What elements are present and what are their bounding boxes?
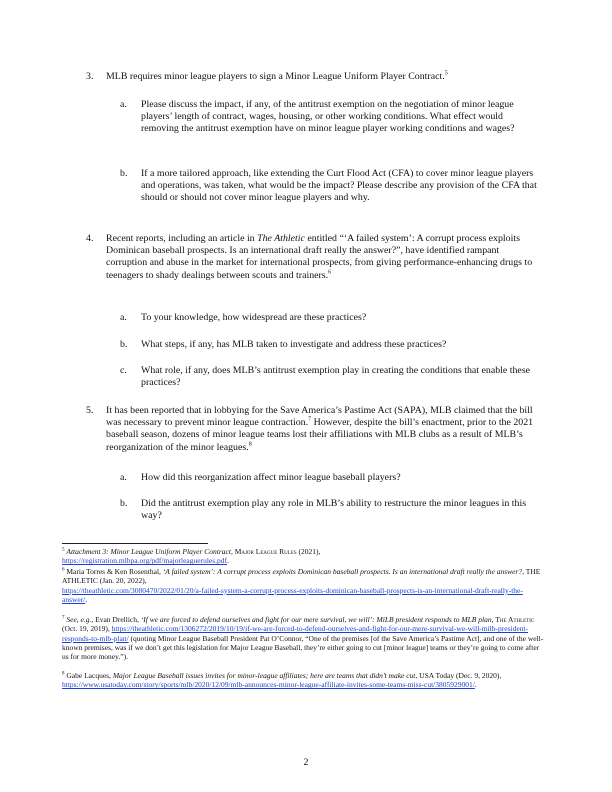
footnote-ref: 6 bbox=[328, 269, 332, 276]
footnote-number: 5 bbox=[62, 547, 65, 553]
footnote-number: 7 bbox=[62, 615, 65, 621]
question-3a bbox=[104, 99, 540, 136]
footnote-8: $^8$ Gabe Lacques, Major League Baseball issues invites for minor-league affiliates; here are teams that didn’t make cut, USA Today (Dec. 9, 2020), https://www.usatoday.com/story/sports/mlb/2020/12/09/mlb-announces-minor-league-affiliate-invites-some-teams-miss-cut/3805929001/. bbox=[62, 671, 502, 690]
footnote-ref: 7 bbox=[308, 416, 312, 423]
footnote-ref: 5 bbox=[444, 70, 448, 77]
question-4b bbox=[104, 339, 540, 351]
footnote-link[interactable]: https://www.usatoday.com/story/sports/mlb/2020/12/09/mlb-announces-minor-league-affiliate-invites-some-teams-miss-cut/3805929001/ bbox=[62, 680, 475, 690]
question-3 bbox=[62, 71, 540, 83]
footnote-link[interactable]: https://theathletic.com/1306272/2019/10/19/if-we-are-forced-to-defend-ourselves-and-fight-for-our-mere-survival-we-will-milb-president-responds-to-mlb-plan/ bbox=[62, 624, 529, 643]
question-text: MLB requires minor league players to sign a Minor League Uniform Player Contract. bbox=[106, 71, 445, 82]
question-5: 5. It has been reported that in lobbying for the Save America’s Pastime Act (SAPA), MLB claimed that the bill was necessary to prevent minor league contraction.$^7$ However, despite the bill’s enactment, prior to the 2021 baseball season, dozens of minor league teams lost their affiliations with MLB clubs as a result of MLB’s reorganization of the minor leagues.$^8$ bbox=[86, 405, 534, 453]
question-5b bbox=[104, 498, 540, 522]
sub-letter: a. bbox=[120, 312, 127, 323]
question-5a bbox=[104, 472, 540, 484]
sub-text: Please discuss the impact, if any, of the antitrust exemption on the negotiation of minor league players’ length of contract, wages, housing, or other working conditions. What effect would removing the antitrust exemption have on minor league player working conditions and wages? bbox=[141, 99, 515, 135]
sub-letter: a. bbox=[120, 99, 127, 110]
footnote-7: $^7$ See, e.g., Evan Drellich, ‘If we are forced to defend ourselves and fight for our mere survival, we will’: MiLB president responds to MLB plan, The Athletic (Oct. 19, 2019), https://theathletic.com/1306272/2019/10/19/if-we-are-forced-to-defend-ourselves-and-fight-for-our-mere-survival-we-will-milb-president-responds-to-mlb-plan/ (quoting Minor League Baseball President Pat O’Connor, “One of the premises [of the Save America’s Pastime Act], and one of the well-known premises, was if we don’t get this legislation for Major League Baseball, they’re either going to cut [minor league] teams or they’re going to come after us for more money.”). bbox=[62, 615, 544, 662]
sub-letter: b. bbox=[120, 339, 128, 350]
question-3b bbox=[104, 168, 540, 205]
question-number: 4. bbox=[86, 233, 94, 244]
question-4: 4. Recent reports, including an article in The Athletic entitled “‘A failed system’: A corrupt process exploits Dominican baseball prospects. Is an international draft really the answer?”, have identified rampant corruption and abuse in the market for international prospects, from giving performance-enhancing drugs to teenagers to shady dealings between scouts and trainers.$^6$ bbox=[86, 233, 533, 281]
question-4a bbox=[104, 312, 540, 324]
question-number: 3. bbox=[86, 71, 94, 82]
sub-text: What role, if any, does MLB’s antitrust exemption play in creating the conditions that enable these practices? bbox=[141, 365, 531, 389]
footnote-link[interactable]: https://registration.mlbpa.org/pdf/majorleaguerules.pdf bbox=[62, 556, 228, 566]
page-number: 2 bbox=[303, 757, 309, 768]
sub-letter: b. bbox=[120, 498, 128, 509]
footnote-number: 8 bbox=[62, 671, 65, 677]
sub-letter: c. bbox=[120, 365, 127, 376]
sub-text: What steps, if any, has MLB taken to investigate and address these practices? bbox=[141, 339, 447, 350]
question-4c bbox=[104, 365, 540, 389]
footnote-number: 6 bbox=[62, 567, 65, 573]
publication-title: The Athletic bbox=[257, 233, 305, 244]
sub-letter: b. bbox=[120, 168, 128, 179]
footnote-5: $^5$ Attachment 3: Minor League Uniform Player Contract, Major League Rules (2021), https://registration.mlbpa.org/pdf/majorleaguerules.pdf. bbox=[62, 547, 321, 566]
footnote-separator bbox=[62, 543, 208, 544]
sub-text: If a more tailored approach, like extending the Curt Flood Act (CFA) to cover minor league players and operations, was taken, what would be the impact? Please describe any provision of the CFA that should or should not cover minor league players and why. bbox=[141, 168, 537, 204]
sub-text: How did this reorganization affect minor league baseball players? bbox=[141, 472, 401, 483]
footnote-ref: 8 bbox=[248, 441, 252, 448]
footnote-6: $^6$ Maria Torres & Ken Rosenthal, ‘A failed system’: A corrupt process exploits Dominican baseball prospects. Is an international draft really the answer?, THE ATHLETIC (Jan. 20, 2022), https://theathletic.com/3080470/2022/01/20/a-failed-system-a-corrupt-process-exploits-dominican-baseball-prospects-is-an-international-draft-really-the-answer/. bbox=[62, 567, 541, 604]
footnote-link[interactable]: https://theathletic.com/3080470/2022/01/20/a-failed-system-a-corrupt-process-exploits-dominican-baseball-prospects-is-an-international-draft-really-the-answer/ bbox=[62, 585, 523, 604]
sub-text: Did the antitrust exemption play any role in MLB’s ability to restructure the minor leagues in this way? bbox=[141, 498, 527, 522]
question-number: 5. bbox=[86, 405, 94, 416]
sub-text: To your knowledge, how widespread are these practices? bbox=[141, 312, 367, 323]
sub-letter: a. bbox=[120, 472, 127, 483]
